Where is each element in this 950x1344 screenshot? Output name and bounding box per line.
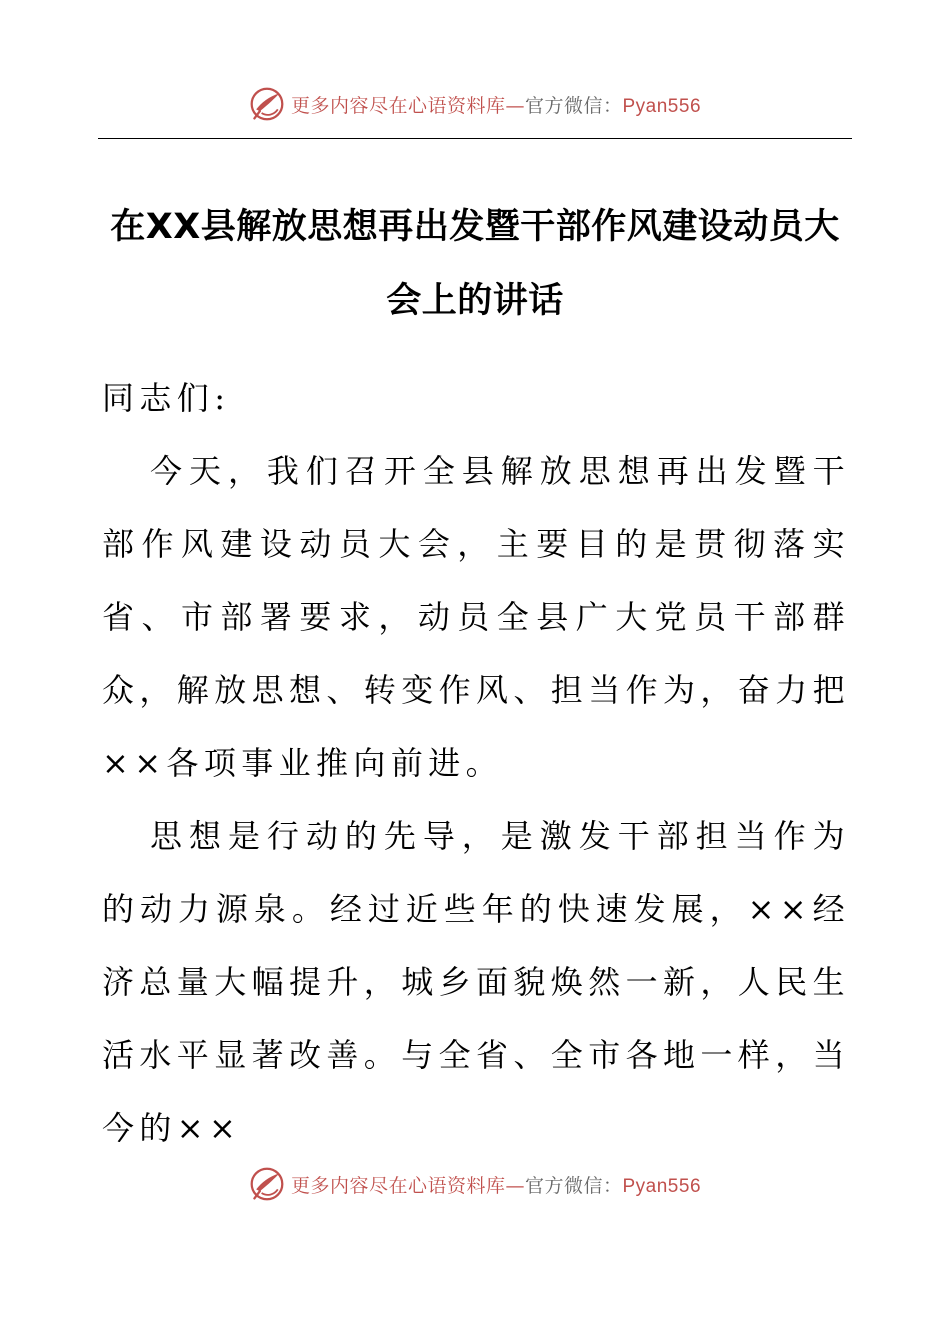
- quill-logo-icon: [249, 1166, 285, 1202]
- header-wechat-label: 官方微信：: [524, 94, 623, 117]
- page-header: [0, 82, 950, 126]
- header-wechat-id: Pyan556: [622, 95, 702, 117]
- salutation: 同志们:: [102, 379, 231, 417]
- body-paragraph-1: 今天，我们召开全县解放思想再出发暨干部作风建设动员大会，主要目的是贯彻落实省、市部署要求，动员全县广大党员干部群众，解放思想、转变作风、担当作为，奋力把××各项事业推向前进。: [102, 452, 851, 782]
- header-promo-text: 更多内容尽在心语资料库: [290, 94, 506, 117]
- body-paragraph-2: 思想是行动的先导，是激发干部担当作为的动力源泉。经过近些年的快速发展，××经济总量大幅提升，城乡面貌焕然一新，人民生活水平显著改善。与全省、全市各地一样，当今的××: [102, 817, 851, 1147]
- page-footer: [0, 1162, 950, 1206]
- header-separator: —: [505, 94, 525, 117]
- footer-wechat-label: 官方微信：: [524, 1174, 623, 1197]
- footer-wechat-id: Pyan556: [622, 1175, 702, 1197]
- footer-brand: [249, 1166, 701, 1202]
- quill-logo-icon: [249, 86, 285, 122]
- footer-promo-text: 更多内容尽在心语资料库: [290, 1174, 506, 1197]
- header-divider: [98, 138, 852, 139]
- document-body: [102, 362, 850, 1165]
- header-promo: [291, 91, 701, 118]
- footer-promo: [291, 1171, 701, 1198]
- document-title: 在XX县解放思想再出发暨干部作风建设动员大会上的讲话: [110, 207, 840, 321]
- footer-separator: —: [505, 1174, 525, 1197]
- header-brand: [249, 86, 701, 122]
